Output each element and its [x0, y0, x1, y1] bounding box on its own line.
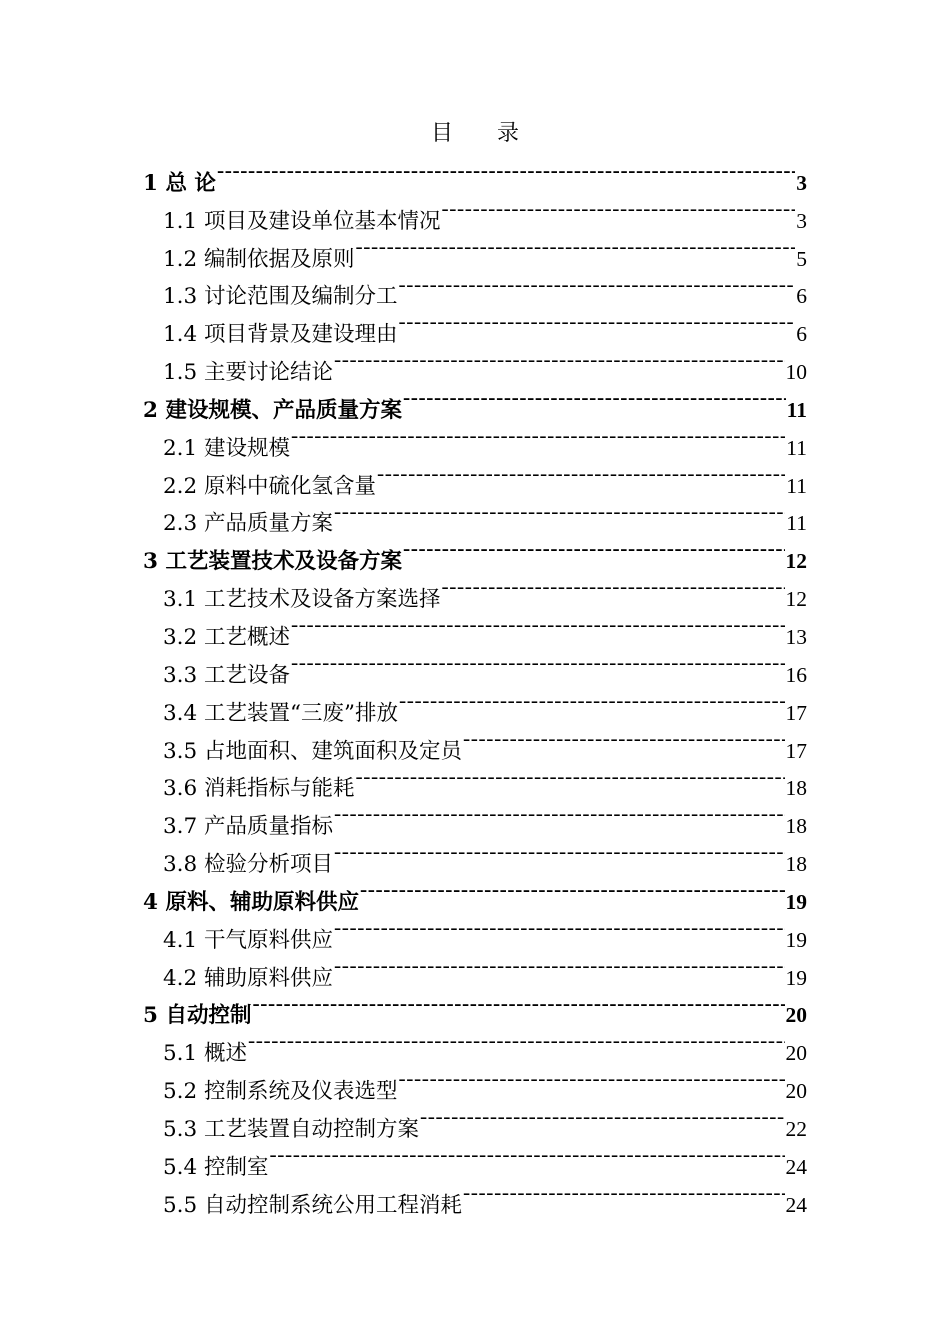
toc-entry-label: 2.2 原料中硫化氢含量 — [163, 473, 377, 499]
toc-entry-label: 1.2 编制依据及原则 — [163, 246, 355, 272]
toc-page-number: 18 — [785, 852, 807, 877]
toc-dot-leader — [420, 1098, 784, 1136]
toc-page-number: 18 — [785, 776, 807, 801]
toc-dot-leader — [403, 530, 785, 568]
toc-page-number: 24 — [785, 1154, 807, 1179]
toc-dot-leader — [356, 228, 796, 266]
toc-chapter-entry[interactable] — [143, 152, 807, 196]
toc-dot-leader — [291, 417, 785, 455]
toc-dot-leader — [334, 909, 784, 947]
toc-entry-label: 5.5 自动控制系统公用工程消耗 — [163, 1192, 463, 1218]
toc-dot-leader — [442, 190, 796, 228]
toc-page-number: 6 — [796, 284, 807, 309]
toc-page-number: 12 — [785, 549, 807, 574]
toc-dot-leader — [377, 455, 785, 493]
toc-entry-label: 3 工艺装置技术及设备方案 — [143, 549, 402, 575]
toc-entry-label: 5.2 控制系统及仪表选型 — [163, 1079, 398, 1105]
toc-section-entry[interactable] — [143, 190, 807, 234]
toc-dot-leader — [399, 266, 796, 304]
toc-entry-label: 1.5 主要讨论结论 — [163, 360, 334, 386]
toc-dot-leader — [248, 1022, 784, 1060]
toc-page-number: 3 — [796, 170, 807, 195]
toc-entry-label: 2.3 产品质量方案 — [163, 511, 334, 537]
toc-entry-label: 3.1 工艺技术及设备方案选择 — [163, 587, 441, 613]
toc-page-number: 10 — [785, 360, 807, 385]
toc-entry-label: 1.3 讨论范围及编制分工 — [163, 284, 398, 310]
toc-entry-label: 5.3 工艺装置自动控制方案 — [163, 1116, 420, 1142]
toc-page-number: 6 — [796, 322, 807, 347]
toc-page-number: 17 — [785, 700, 807, 725]
toc-dot-leader — [334, 493, 785, 531]
toc-entry-label: 3.4 工艺装置“三废”排放 — [163, 700, 399, 726]
page-title: 目 录 — [430, 121, 519, 146]
toc-page-number: 18 — [785, 814, 807, 839]
toc-dot-leader — [399, 682, 784, 720]
toc-dot-leader — [463, 1174, 784, 1212]
toc-page-number: 19 — [785, 889, 807, 914]
toc-dot-leader — [334, 833, 784, 871]
toc-entry-label: 5.4 控制室 — [163, 1154, 269, 1180]
toc-entry-label: 3.7 产品质量指标 — [163, 814, 334, 840]
toc-page-number: 16 — [785, 662, 807, 687]
toc-entry-label: 3.6 消耗指标与能耗 — [163, 776, 355, 802]
toc-page-number: 11 — [786, 435, 807, 460]
toc-entry-label: 2.1 建设规模 — [163, 435, 291, 461]
toc-page-number: 3 — [796, 208, 807, 233]
toc-dot-leader — [291, 606, 784, 644]
toc-dot-leader — [217, 152, 795, 190]
toc-page-number: 12 — [785, 587, 807, 612]
toc-page-number: 22 — [785, 1116, 807, 1141]
toc-page-number: 17 — [785, 738, 807, 763]
toc-entry-label: 3.2 工艺概述 — [163, 624, 291, 650]
toc-page-number: 5 — [796, 246, 807, 271]
toc-dot-leader — [399, 1060, 785, 1098]
toc-dot-leader — [442, 568, 785, 606]
toc-entry-label: 3.3 工艺设备 — [163, 662, 291, 688]
toc-page-number: 24 — [785, 1192, 807, 1217]
toc-dot-leader — [356, 758, 785, 796]
toc-entry-label: 3.5 占地面积、建筑面积及定员 — [163, 738, 463, 764]
toc-dot-leader — [403, 379, 786, 417]
toc-entry-label: 3.8 检验分析项目 — [163, 852, 334, 878]
toc-page-number: 11 — [786, 473, 807, 498]
toc-entry-label: 5.1 概述 — [163, 1041, 248, 1067]
toc-page-number: 20 — [785, 1003, 807, 1028]
toc-page-number: 20 — [785, 1041, 807, 1066]
toc-page-number: 19 — [785, 965, 807, 990]
toc-dot-leader — [334, 795, 784, 833]
toc-dot-leader — [463, 720, 784, 758]
toc-dot-leader — [291, 644, 784, 682]
toc-entry-label: 4 原料、辅助原料供应 — [143, 889, 359, 915]
table-of-contents — [143, 152, 807, 1218]
toc-dot-leader — [360, 871, 785, 909]
toc-page-number: 19 — [785, 927, 807, 952]
toc-dot-leader — [399, 303, 796, 341]
toc-entry-label: 4.1 干气原料供应 — [163, 927, 334, 953]
toc-entry-label: 1.1 项目及建设单位基本情况 — [163, 208, 441, 234]
toc-dot-leader — [334, 341, 784, 379]
toc-entry-label: 1 总 论 — [143, 170, 216, 196]
toc-dot-leader — [334, 947, 784, 985]
toc-entry-label: 1.4 项目背景及建设理由 — [163, 322, 398, 348]
toc-entry-label: 2 建设规模、产品质量方案 — [143, 397, 402, 423]
toc-page-number: 11 — [786, 397, 807, 422]
toc-entry-label: 4.2 辅助原料供应 — [163, 965, 334, 991]
toc-dot-leader — [252, 985, 784, 1023]
toc-page-number: 11 — [786, 511, 807, 536]
toc-page-number: 13 — [785, 624, 807, 649]
toc-page-number: 20 — [785, 1079, 807, 1104]
toc-dot-leader — [270, 1136, 785, 1174]
toc-entry-label: 5 自动控制 — [143, 1003, 252, 1029]
